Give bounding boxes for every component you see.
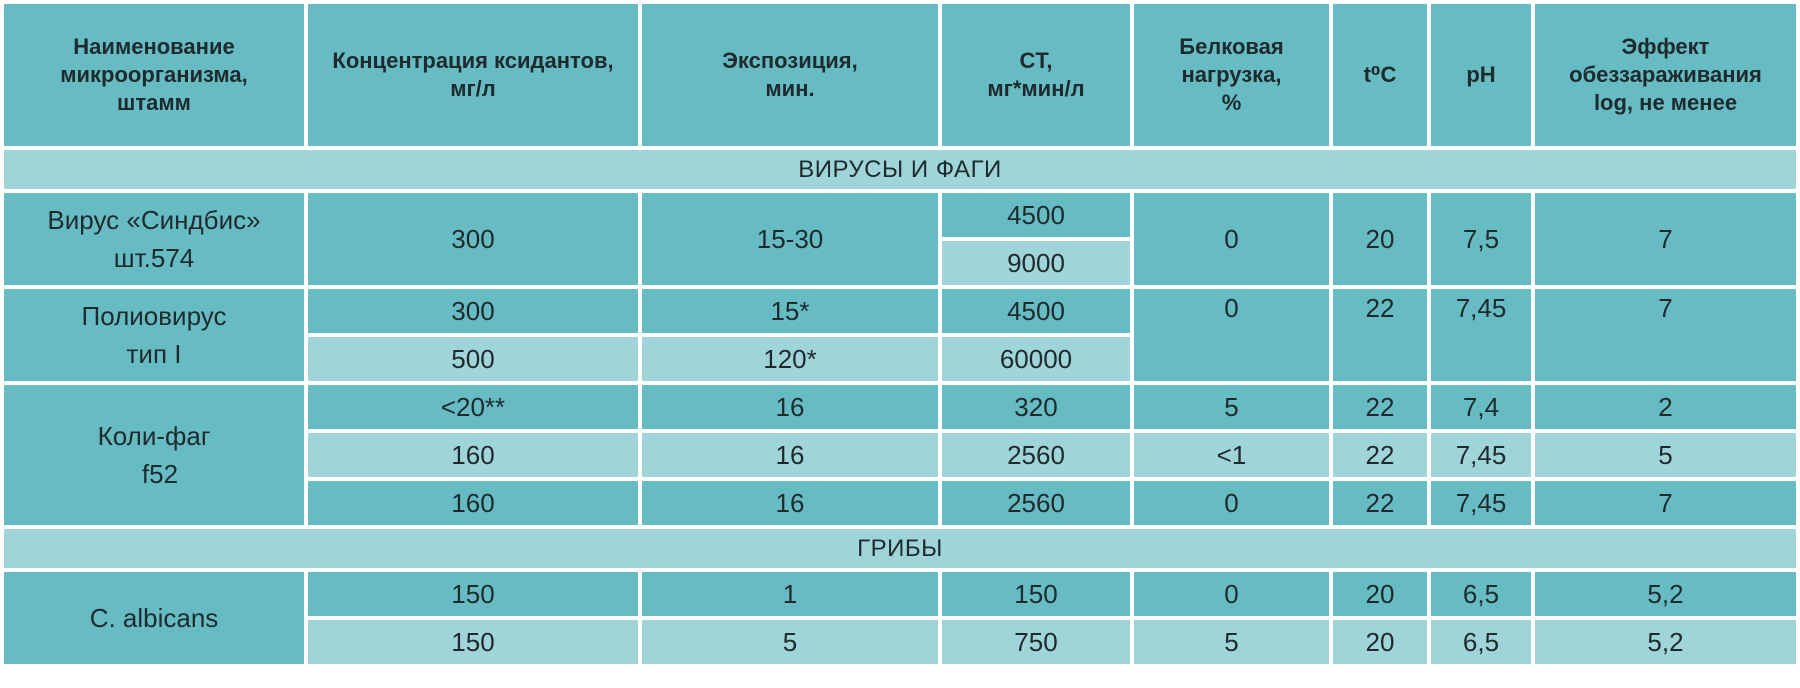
header-temperature: [1333, 4, 1427, 146]
ph-cell: 7,45: [1431, 481, 1531, 525]
temperature-cell: 22: [1333, 481, 1427, 525]
effect-cell: 7: [1535, 193, 1796, 285]
effect-cell: 5: [1535, 433, 1796, 477]
organism-name: [4, 572, 304, 664]
effect-cell: 7: [1535, 289, 1796, 381]
organism-name-line: C. albicans: [89, 603, 219, 633]
organism-name-line: Коли-фаг: [97, 421, 211, 451]
ct-cell: 60000: [942, 337, 1130, 381]
header-ct: [942, 4, 1130, 146]
header-line: Экспозиция,: [722, 48, 858, 73]
header-protein: [1134, 4, 1329, 146]
header-effect: [1535, 4, 1796, 146]
exposure-cell: 1: [642, 572, 938, 616]
temperature-cell: 20: [1333, 572, 1427, 616]
exposure-cell: 15-30: [642, 193, 938, 285]
header-line: микроорганизма,: [60, 62, 248, 87]
ct-cell: 4500: [942, 193, 1130, 237]
effect-cell: 5,2: [1535, 620, 1796, 664]
ph-cell: 7,4: [1431, 385, 1531, 429]
section-title-viruses: ВИРУСЫ И ФАГИ: [4, 150, 1796, 189]
header-concentration: [308, 4, 638, 146]
ct-cell: 320: [942, 385, 1130, 429]
header-line: Белковая: [1179, 34, 1284, 59]
effect-cell: 7: [1535, 481, 1796, 525]
organism-name: [4, 385, 304, 525]
protein-cell: 0: [1134, 193, 1329, 285]
table-row: [4, 289, 1796, 333]
organism-name-line: Вирус «Синдбис»: [47, 205, 261, 235]
ph-cell: 7,5: [1431, 193, 1531, 285]
protein-cell: 5: [1134, 620, 1329, 664]
exposure-cell: 120*: [642, 337, 938, 381]
protein-cell: 5: [1134, 385, 1329, 429]
header-line: мг/л: [450, 76, 496, 101]
organism-name-line: тип I: [126, 339, 182, 369]
exposure-cell: 16: [642, 385, 938, 429]
header-line: CT,: [1019, 48, 1053, 73]
concentration-cell: 300: [308, 193, 638, 285]
concentration-cell: <20**: [308, 385, 638, 429]
ph-cell: 7,45: [1431, 289, 1531, 381]
organism-name-line: шт.574: [113, 243, 195, 273]
ph-cell: 6,5: [1431, 572, 1531, 616]
temperature-cell: 22: [1333, 433, 1427, 477]
section-row: [4, 529, 1796, 568]
organism-name-line: f52: [141, 459, 179, 489]
effect-cell: 5,2: [1535, 572, 1796, 616]
exposure-cell: 16: [642, 481, 938, 525]
temperature-cell: 22: [1333, 385, 1427, 429]
temperature-cell: 20: [1333, 620, 1427, 664]
table-row: [4, 193, 1796, 237]
concentration-cell: 160: [308, 433, 638, 477]
header-line: нагрузка,: [1181, 62, 1282, 87]
header-line: Эффект: [1621, 34, 1710, 59]
protein-cell: <1: [1134, 433, 1329, 477]
header-row: [4, 4, 1796, 146]
header-line: pH: [1466, 62, 1496, 87]
header-ph: [1431, 4, 1531, 146]
ph-cell: 7,45: [1431, 433, 1531, 477]
header-line: штамм: [117, 90, 191, 115]
protein-cell: 0: [1134, 289, 1329, 381]
header-line: Наименование: [73, 34, 235, 59]
protein-cell: 0: [1134, 572, 1329, 616]
header-line: log, не менее: [1593, 90, 1738, 115]
ct-cell: 750: [942, 620, 1130, 664]
header-line: t⁰C: [1363, 62, 1397, 87]
concentration-cell: 150: [308, 572, 638, 616]
header-exposure: [642, 4, 938, 146]
ph-cell: 6,5: [1431, 620, 1531, 664]
header-line: обеззараживания: [1569, 62, 1762, 87]
ct-cell: 4500: [942, 289, 1130, 333]
exposure-cell: 15*: [642, 289, 938, 333]
header-name: [4, 4, 304, 146]
table-row: [4, 385, 1796, 429]
effect-cell: 2: [1535, 385, 1796, 429]
concentration-cell: 160: [308, 481, 638, 525]
organism-name: [4, 193, 304, 285]
concentration-cell: 150: [308, 620, 638, 664]
header-line: мг*мин/л: [987, 76, 1085, 101]
exposure-cell: 16: [642, 433, 938, 477]
temperature-cell: 20: [1333, 193, 1427, 285]
header-line: Концентрация ксидантов,: [332, 48, 614, 73]
table-row: [4, 572, 1796, 616]
section-row: [4, 150, 1796, 189]
concentration-cell: 500: [308, 337, 638, 381]
section-title-fungi: ГРИБЫ: [4, 529, 1796, 568]
header-line: мин.: [765, 76, 815, 101]
ct-cell: 2560: [942, 433, 1130, 477]
protein-cell: 0: [1134, 481, 1329, 525]
organism-name-line: Полиовирус: [81, 301, 227, 331]
ct-cell: 150: [942, 572, 1130, 616]
header-line: %: [1221, 90, 1242, 115]
organism-name: [4, 289, 304, 381]
concentration-cell: 300: [308, 289, 638, 333]
exposure-cell: 5: [642, 620, 938, 664]
ct-cell: 2560: [942, 481, 1130, 525]
temperature-cell: 22: [1333, 289, 1427, 381]
ct-cell: 9000: [942, 241, 1130, 285]
